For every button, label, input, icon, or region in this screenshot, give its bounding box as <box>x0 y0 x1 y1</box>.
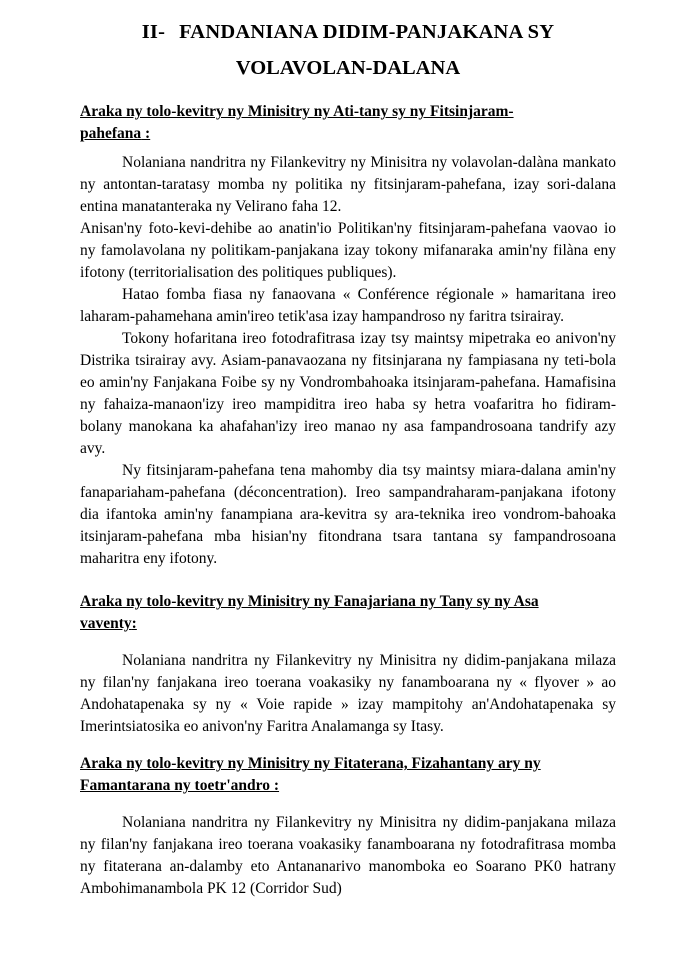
paragraph: Hatao fomba fiasa ny fanaovana « Conférence régionale » hamaritana ireo laharam-pahamehana amin'ireo tetik'asa izay hampandroso ny faritra tsirairay. <box>80 286 616 326</box>
section-heading-1-suffix: : <box>141 125 151 143</box>
section-heading-2-suffix: : <box>131 615 137 633</box>
paragraph: Tokony hofaritana ireo fotodrafitrasa izay tsy maintsy mipetraka eo anivon'ny Distrika tsirairay avy. Asiam-panavaozana ny fitsinjarana ny fampiasana ny teti-bola eo amin'ny Fanjakana Foibe sy ny Vondrombahoaka itsinjaram-pahefana. Hamafisina ny fahaiza-manaon'izy ireo mampiditra ireo haba sy hetra voafaritra ho fidiram-bolany manokana ka ahafahan'izy ireo manao ny asa fampandrosoana tandrify azy avy. <box>80 330 616 458</box>
title-number: II- <box>141 21 166 43</box>
title-line-2: VOLAVOLAN-DALANA <box>235 56 461 79</box>
title-line-1: FANDANIANA DIDIM-PANJAKANA SY <box>179 21 555 43</box>
section-heading-2 <box>80 591 616 635</box>
paragraph: Anisan'ny foto-kevi-dehibe ao anatin'io Politikan'ny fitsinjaram-pahefana vaovao io ny famolavolana ny politikam-panjakana izay tokony mifanaraka amin'ny filàna eny ifotony (territorialisation des politiques publiques). <box>80 220 616 282</box>
paragraph: Nolaniana nandritra ny Filankevitry ny Minisitra ny didim-panjakana milaza ny filan'ny fanjakana ireo toerana voakasiky fanamboarana ny fotodrafitrasa momba ny fitaterana an-dalamby eto Antananarivo manomboka eo Soarano PK0 hatrany Ambohimanambola PK 12 (Corridor Sud) <box>80 814 616 898</box>
section-heading-1-line1: Araka ny tolo-kevitry ny Minisitry ny Ati-tany sy ny Fitsinjaram- <box>80 103 514 121</box>
paragraph: Ny fitsinjaram-pahefana tena mahomby dia tsy maintsy miara-dalana amin'ny fanapariaham-pahefana (déconcentration). Ireo sampandraharam-panjakana ifotony dia ifantoka amin'ny fanampiana ara-kevitra sy ara-teknika ireo vondrom-bahoaka itsinjaram-pahefana mba hisian'ny fitondrana tsara tantana sy fampandrosoana maharitra eny ifotony. <box>80 462 616 568</box>
section-heading-3-suffix: : <box>270 777 280 795</box>
paragraph: Nolaniana nandritra ny Filankevitry ny Minisitra ny didim-panjakana milaza ny filan'ny fanjakana ireo toerana voakasiky ny fanamboarana ny « flyover » ao Andohatapenaka sy ny « Voie rapide » izay mampitohy an'Andohatapenaka sy Imerintsiatosika eo anivon'ny Faritra Analamanga sy Itasy. <box>80 652 616 736</box>
paragraph: Nolaniana nandritra ny Filankevitry ny Minisitra ny volavolan-dalàna mankato ny antontan-taratasy momba ny politika ny fitsinjaram-pahefana, izay sori-dalana entina manatanteraka ny Velirano faha 12. <box>80 154 616 216</box>
section-heading-1-line2: pahefana <box>80 125 142 143</box>
section-heading-2-line2: vaventy <box>80 615 132 633</box>
section-heading-3-line2: Famantarana ny toetr'andro <box>80 777 271 795</box>
section-heading-2-line1: Araka ny tolo-kevitry ny Minisitry ny Fanajariana ny Tany sy ny Asa <box>80 593 539 611</box>
section-heading-1 <box>80 101 616 145</box>
section-heading-3 <box>80 753 616 797</box>
section-heading-3-line1: Araka ny tolo-kevitry ny Minisitry ny Fitaterana, Fizahantany ary ny <box>80 755 541 773</box>
page-title <box>80 18 616 48</box>
